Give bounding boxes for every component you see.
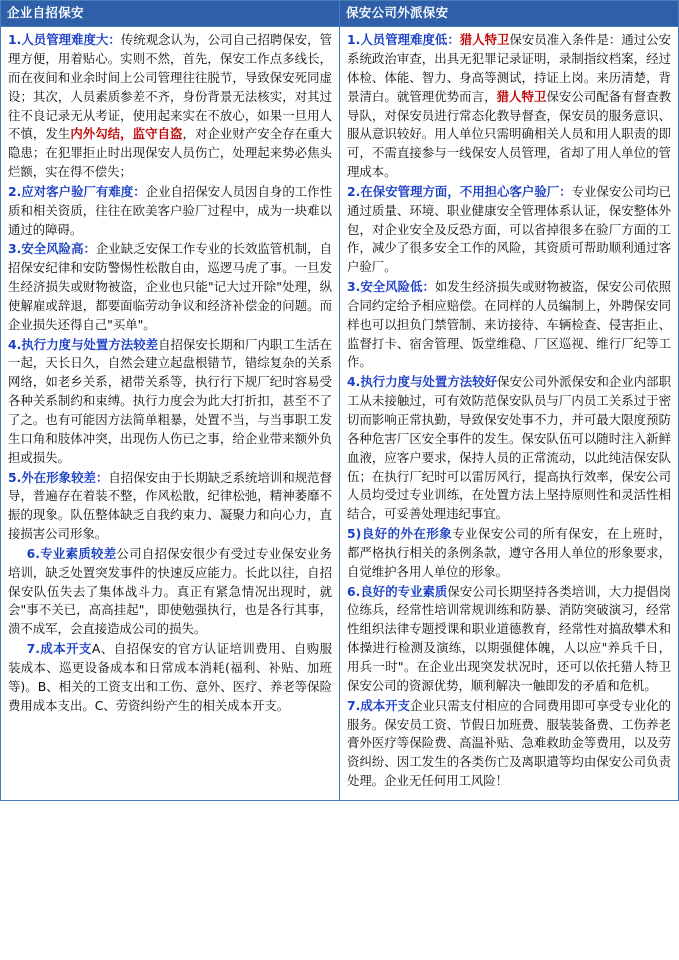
- item-heading: 7.成本开支: [347, 697, 411, 713]
- item-text: 专业保安公司的所有保安，在上班时，都严格执行相关的条例条款，遵守各用人单位的形象要求，自觉维护各用人单位的形象。: [347, 526, 671, 579]
- item-heading: 6.良好的专业素质: [347, 583, 448, 599]
- column-right-body: [340, 27, 678, 800]
- item-text: 保安公司配备有督查教导队，对保安员进行常态化教导督查，保安员的服务意识、服从意识较好。用人单位只需明确相关人员和用人职责的即可，不需直接参与一线保安人员管理，省却了用人单位的管理成本。: [347, 88, 672, 180]
- item-text: 公司自招保安很少有受过专业保安业务培训，缺乏处置突发事件的快速反应能力。长此以往，自招保安队伍失去了集体战斗力。真正有紧急情况出现时，就会"事不关已，高高挂起"，即使勉强执行，也是各行其事，溃不成军，会直接造成公司的损失。: [8, 545, 332, 637]
- paragraph: [8, 240, 332, 334]
- item-heading: 2.在保安管理方面，不用担心客户验厂：: [347, 183, 572, 199]
- item-heading: 5)良好的外在形象: [347, 526, 453, 542]
- paragraph: [8, 545, 332, 639]
- paragraph: [8, 336, 332, 468]
- paragraph: [8, 469, 332, 544]
- item-text: 企业只需支付相应的合同费用即可享受专业化的服务。保安员工资、节假日加班费、服装装备费、工伤养老膏外医疗等保险费、高温补贴、急难救助金等费用，以及劳资纠纷、因工发生的各类伤亡及离职遣等均由保安公司负责处理。企业无任何用工风险！: [347, 697, 671, 789]
- item-text: 专业保安公司均已通过质量、环境、职业健康安全管理体系认证，保安整体外包，对企业安全及反恐方面，可以省掉很多在验厂方面的工作，减少了很多安全工作的风险，其资质可帮助顺利通过客户验厂。: [347, 183, 671, 275]
- item-text: ，对企业财产安全存在重大隐患；在犯罪拒止时出现保安人员伤亡，处理起来势必焦头烂额，实在得不偿失；: [8, 126, 333, 180]
- paragraph: [347, 697, 671, 791]
- item-heading: 1.人员管理难度低：: [347, 32, 460, 48]
- item-text: 传统观念认为，公司自己招聘保安，管理方便，用着贴心。实则不然，首先，保安工作点多线长，而在夜间和业余时间上公司管理往往脱节，导致保安死同虚设；其次，人员素质参差不齐，身份背景无法核实，对其过往不良记录无从考证，使用起来实在不放心，如果一旦用人不慎，发生: [8, 32, 332, 142]
- item-text: 猎人特卫: [459, 32, 510, 48]
- column-left-header: 企业自招保安: [1, 1, 339, 27]
- item-heading: 7.成本开支: [26, 641, 92, 657]
- paragraph: [8, 640, 332, 715]
- column-left: [1, 1, 340, 801]
- paragraph: [347, 525, 671, 582]
- column-right-header: 保安公司外派保安: [340, 1, 678, 27]
- item-heading: 3.安全风险低：: [347, 279, 435, 295]
- column-right: [340, 1, 679, 801]
- item-text: 内外勾结，监守自盗: [70, 126, 183, 142]
- paragraph: [347, 373, 671, 524]
- item-text: 自招保安由于长期缺乏系统培训和规范督导，普遍存在着装不整，作风松散，纪律松弛，精神萎靡不振的现象。队伍整体缺乏自我约束力、凝聚力和向心力，直接损害公司形象。: [8, 469, 332, 542]
- item-text: 企业缺乏安保工作专业的长效监管机制，自招保安纪律和安防警惕性松散自由，巡逻马虎了事。一旦发生经济损失或财物被盗，企业也只能"记大过开除"处理，纵使解雇或辞退，都要面临劳动争议和经济补偿金的问题。而企业损失还得自己"买单"。: [8, 241, 332, 332]
- item-text: 保安公司外派保安和企业内部职工从未接触过，可有效防范保安队员与厂内员工关系过于密切而影响正常执勤，导致保安处事不力，并可最大限度预防各种危害厂区安全事件的发生。保安队伍可以随时注入新鲜血液，应客户要求，保持人员的正常流动，以此纯洁保安队伍；在执行厂纪时可以雷厉风行，提高执行效率，保安公司人员均受过专业训练，在处置方法上坚持原则性和灵活性相结合，可妥善处理违纪事宜。: [347, 374, 671, 522]
- item-heading: 5.外在形象较差：: [8, 469, 109, 485]
- item-text: A、自招保安的官方认证培训费用、自购服装成本、巡更设备成本和日常成本消耗(福利、补贴、加班等)。B、相关的工资支出和工伤、意外、医疗、养老等保险费用成本支出。C、劳资纠纷产生的相关成本开支。: [8, 641, 332, 713]
- item-heading: 4.执行力度与处置方法较好: [347, 374, 498, 390]
- item-heading: 2.应对客户验厂有难度：: [8, 183, 146, 199]
- paragraph: [347, 583, 671, 696]
- paragraph: [347, 183, 671, 277]
- paragraph: [347, 278, 671, 372]
- paragraph: [8, 183, 332, 240]
- item-text: 自招保安长期和厂内职工生活在一起，天长日久，自然会建立起盘根错节，错综复杂的关系网络，如老乡关系，裙带关系等，执行行下规厂纪时容易受各种关系制约和束缚。执行力度会为此大打折扣，甚至不了了之。也有可能因方法简单粗暴，处置不当，与当事职工发生口角和肢体冲突，出现伤人伤已之事，给企业带来额外负担或损失。: [8, 336, 332, 465]
- item-heading: 3.安全风险高：: [8, 241, 96, 257]
- item-text: 猎人特卫: [496, 88, 547, 104]
- item-text: 保安员准入条件是：通过公安系统政治审查，出具无犯罪记录证明，录制指纹档案，经过体检、体能、智力、身高等测试，持证上岗。来历清楚，背景清白。就管理优势而言，: [347, 32, 672, 104]
- paragraph: [347, 31, 671, 182]
- item-text: 如发生经济损失或财物被盗，保安公司依照合同约定给予相应赔偿。在同样的人员编制上，外聘保安同样也可以担负门禁管制、来访接待、车辆检查、侵害拒止、监督打卡、宿舍管理、饭堂维稳、厂区巡视、维行厂纪等工作。: [347, 279, 671, 370]
- item-heading: 6.专业素质较差: [26, 545, 117, 561]
- paragraph: [8, 31, 332, 182]
- item-text: 保安公司长期坚持各类培训，大力提倡岗位练兵，经常性培训常规训练和防暴、消防突破演习，经常性组织法律专题授课和职业道德教育，经常性对搞敌攀术和体操进行检测及演练，以期强健体魄，人以应"养兵千日，用兵一时"。在企业出现突发状况时，还可以依托猎人特卫保安公司的资源优势，顺利解决一触即发的矛盾和危机。: [347, 583, 671, 693]
- item-text: 企业自招保安人员因自身的工作性质和相关资质，往往在欧美客户验厂过程中，成为一块难以通过的障碍。: [8, 183, 332, 237]
- column-left-body: [1, 27, 339, 724]
- item-heading: 1.人员管理难度大：: [8, 32, 121, 48]
- item-heading: 4.执行力度与处置方法较差: [8, 336, 159, 352]
